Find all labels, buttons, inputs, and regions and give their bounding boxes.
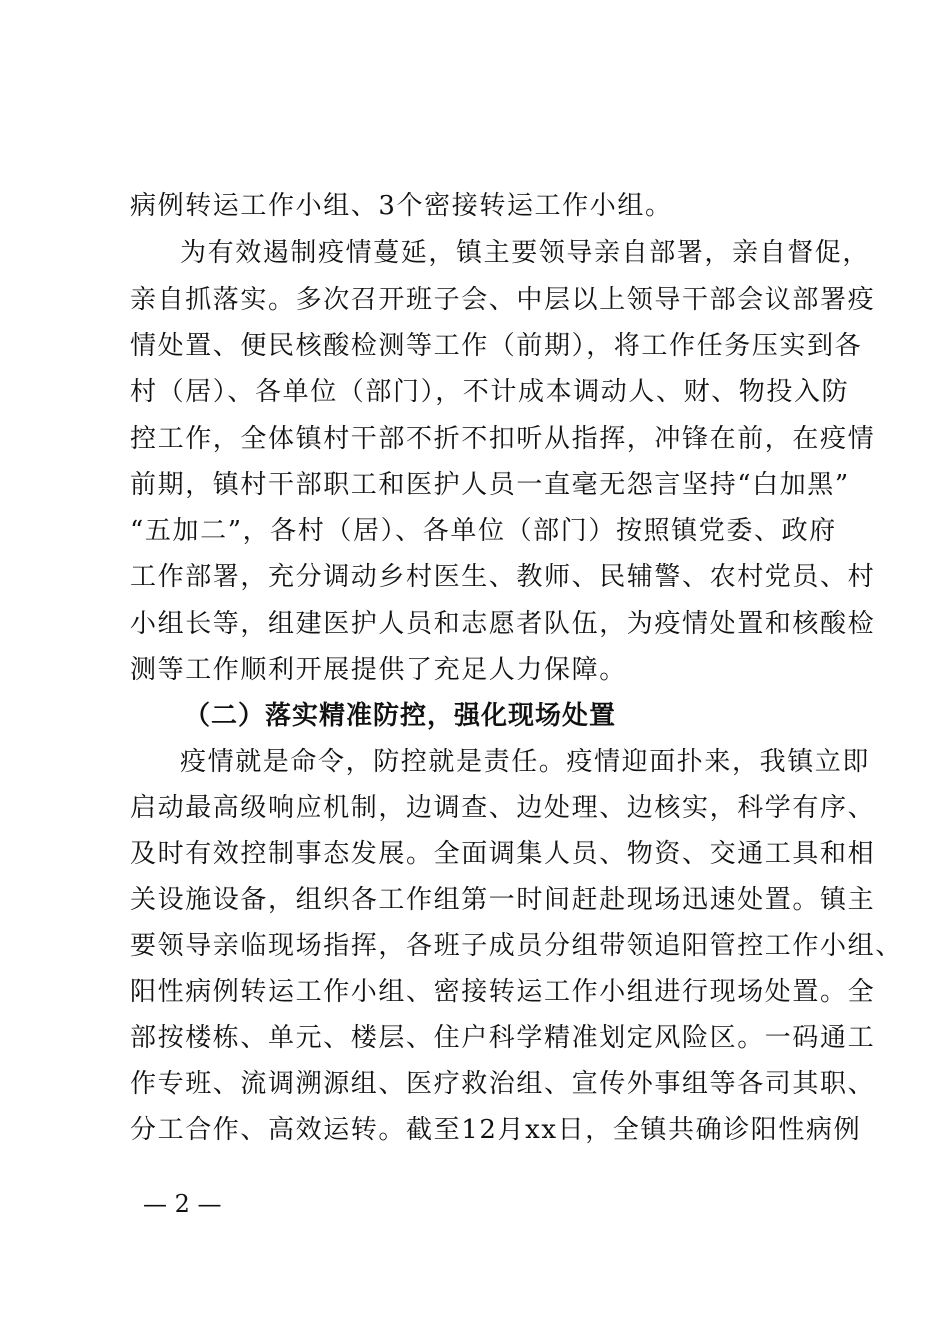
text-line-18: 阳性病例转运工作小组、密接转运工作小组进行现场处置。全: [130, 977, 876, 1007]
text-line-9: 工作部署，充分调动乡村医生、教师、民辅警、农村党员、村: [130, 562, 876, 592]
text-line-16: 关设施设备，组织各工作组第一时间赶赴现场迅速处置。镇主: [130, 885, 876, 915]
text-line-14: 启动最高级响应机制，边调查、边处理、边核实，科学有序、: [130, 793, 876, 823]
text-line-8: “五加二”，各村（居）、各单位（部门）按照镇党委、政府: [130, 516, 837, 546]
text-line-21: 分工合作、高效运转。截至12月xx日，全镇共确诊阳性病例: [130, 1115, 862, 1145]
text-line-7: 前期，镇村干部职工和医护人员一直毫无怨言坚持“白加黑”: [130, 470, 850, 500]
text-line-20: 作专班、流调溯源组、医疗救治组、宣传外事组等各司其职、: [130, 1069, 876, 1099]
text-line-1: 病例转运工作小组、3个密接转运工作小组。: [130, 191, 673, 221]
text-line-6: 控工作，全体镇村干部不折不扣听从指挥，冲锋在前，在疫情: [130, 424, 876, 454]
section-heading: （二）落实精准防控，强化现场处置: [184, 701, 617, 731]
text-line-10: 小组长等，组建医护人员和志愿者队伍，为疫情处置和核酸检: [130, 609, 876, 639]
text-line-3: 亲自抓落实。多次召开班子会、中层以上领导干部会议部署疫: [130, 285, 876, 315]
text-line-2: 为有效遏制疫情蔓延，镇主要领导亲自部署，亲自督促，: [180, 238, 871, 268]
text-line-19: 部按楼栋、单元、楼层、住户科学精准划定风险区。一码通工: [130, 1023, 876, 1053]
text-line-5: 村（居）、各单位（部门），不计成本调动人、财、物投入防: [130, 377, 850, 407]
text-line-17: 要领导亲临现场指挥，各班子成员分组带领追阳管控工作小组、: [130, 931, 903, 961]
text-line-13: 疫情就是命令，防控就是责任。疫情迎面扑来，我镇立即: [180, 747, 871, 777]
text-line-15: 及时有效控制事态发展。全面调集人员、物资、交通工具和相: [130, 839, 876, 869]
text-line-4: 情处置、便民核酸检测等工作（前期），将工作任务压实到各: [130, 331, 863, 361]
text-line-11: 测等工作顺利开展提供了充足人力保障。: [130, 655, 627, 685]
page-number: — 2 —: [143, 1190, 222, 1218]
